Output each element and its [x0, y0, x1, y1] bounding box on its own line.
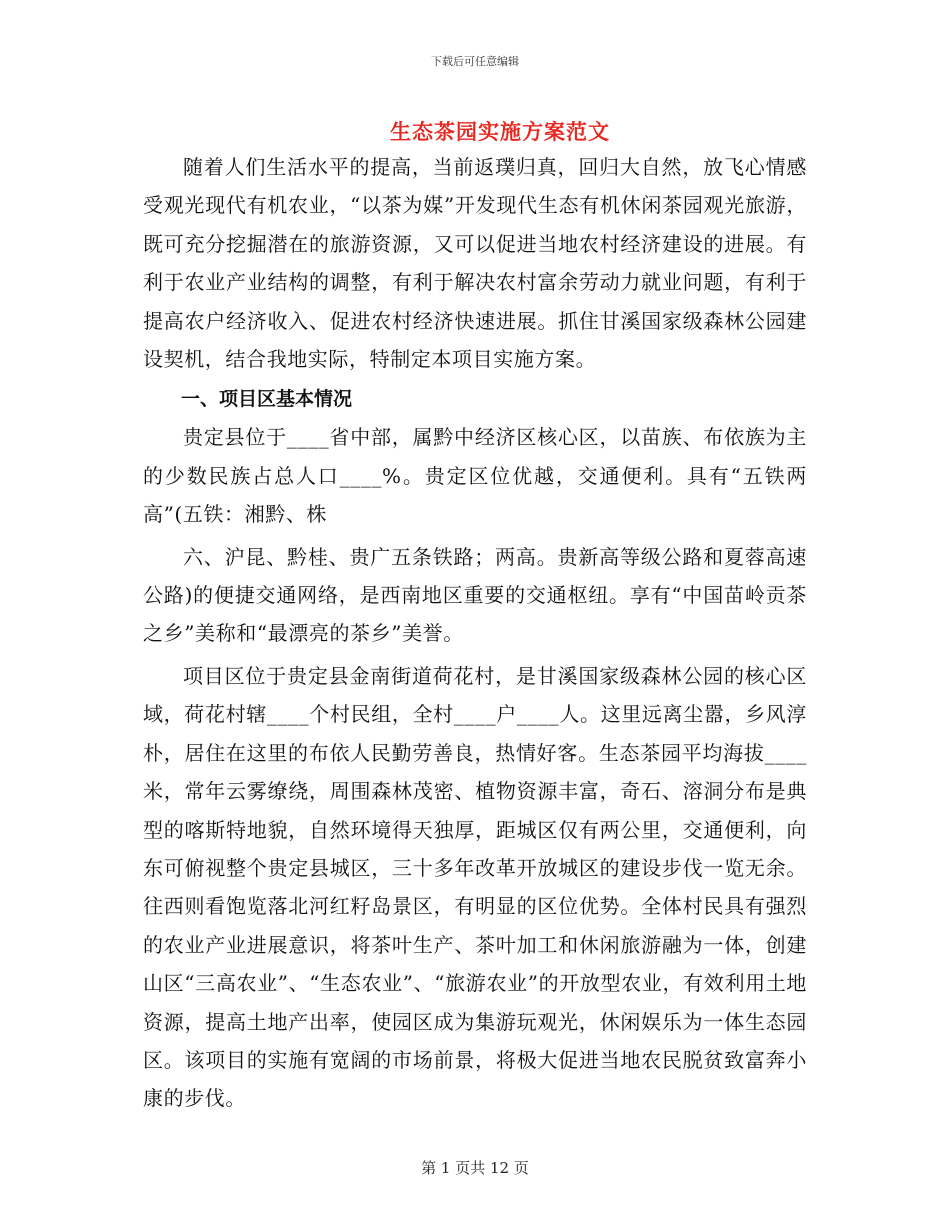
- document-body: [143, 148, 807, 1118]
- document-title: 生态茶园实施方案范文: [390, 120, 610, 144]
- section-heading: 一、项目区基本情况: [181, 388, 353, 411]
- paragraph-transport: 六、沪昆、黔桂、贵广五条铁路；两高。贵新高等级公路和夏蓉高速公路)的便捷交通网络，是西南地区重要的交通枢纽。享有“中国苗岭贡茶之乡”美称和“最漂亮的茶乡”美誉。: [143, 544, 807, 646]
- paragraph-location: 贵定县位于____省中部，属黔中经济区核心区，以苗族、布依族为主的少数民族占总人口____%。贵定区位优越，交通便利。具有“五铁两高”(五铁：湘黔、株: [143, 425, 807, 527]
- header-note: 下载后可任意编辑: [431, 55, 519, 68]
- paragraph-intro: 随着人们生活水平的提高，当前返璞归真，回归大自然，放飞心情感受观光现代有机农业，“以茶为媒”开发现代生态有机休闲茶园观光旅游，既可充分挖掘潜在的旅游资源，又可以促进当地农村经济建设的进展。有利于农业产业结构的调整，有利于解决农村富余劳动力就业问题，有利于提高农户经济收入、促进农村经济快速进展。抓住甘溪国家级森林公园建设契机，结合我地实际，特制定本项目实施方案。: [143, 155, 807, 372]
- paragraph-project-area: 项目区位于贵定县金南街道荷花村，是甘溪国家级森林公园的核心区域，荷花村辖____个村民组，全村____户____人。这里远离尘嚣，乡风淳朴，居住在这里的布依人民勤劳善良，热情好客。生态茶园平均海拔____米，常年云雾缭绕，周围森林茂密、植物资源丰富，奇石、溶洞分布是典型的喀斯特地貌，自然环境得天独厚，距城区仅有两公里，交通便利，向东可俯视整个贵定县城区，三十多年改革开放城区的建设步伐一览无余。往西则看饱览落北河红籽岛景区，有明显的区位优势。全体村民具有强烈的农业产业进展意识，将茶叶生产、茶叶加工和休闲旅游融为一体，创建山区“三高农业”、“生态农业”、“旅游农业”的开放型农业，有效利用土地资源，提高土地产出率，使园区成为集游玩观光，休闲娱乐为一体生态园区。该项目的实施有宽阔的市场前景，将极大促进当地农民脱贫致富奔小康的步伐。: [143, 663, 807, 1111]
- page-footer: 第 1 页共 12 页: [421, 1159, 529, 1177]
